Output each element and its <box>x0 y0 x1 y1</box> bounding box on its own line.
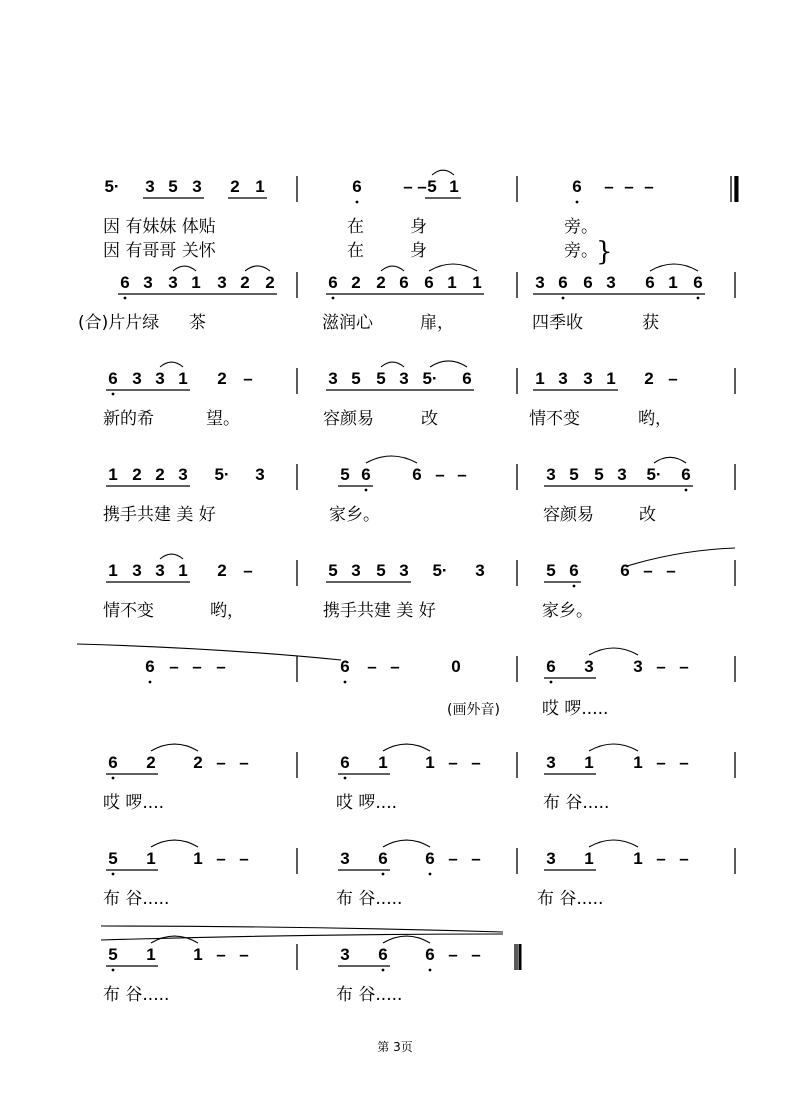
note: 6 <box>424 273 434 292</box>
note: – <box>216 945 226 964</box>
octave-dot <box>573 585 576 588</box>
note: 5 <box>351 369 361 388</box>
lyric-word: 四季收 <box>532 313 583 333</box>
lyric-word: 身 <box>410 241 427 261</box>
slur <box>381 362 404 367</box>
note: 6 <box>108 369 118 388</box>
note: 6 <box>378 945 388 964</box>
lyric-word: 改 <box>639 505 656 525</box>
lyric-word: 滋润心 <box>322 313 373 333</box>
note: 2 <box>240 273 250 292</box>
note: 6 <box>378 849 388 868</box>
note: 1 <box>178 561 188 580</box>
note: 1 <box>472 273 482 292</box>
note: – <box>243 369 253 388</box>
note: – <box>656 753 666 772</box>
note: – <box>243 561 253 580</box>
note: 3 <box>546 849 556 868</box>
note: 6 <box>425 849 435 868</box>
octave-dot <box>562 297 565 300</box>
octave-dot <box>112 393 115 396</box>
note: 6 <box>108 753 118 772</box>
note: 3 <box>558 369 568 388</box>
lyric-word: 布 谷..... <box>336 985 403 1005</box>
octave-dot <box>332 297 335 300</box>
note: 5 <box>108 849 118 868</box>
note: 5· <box>214 465 230 484</box>
slur <box>654 457 686 463</box>
lyric-word: 在 <box>347 217 364 237</box>
note: 3 <box>340 945 350 964</box>
note: – <box>239 945 249 964</box>
lyric-word: (合)片片绿 <box>78 313 160 333</box>
slur <box>429 264 477 271</box>
note: 1 <box>668 273 678 292</box>
tie-line <box>77 644 341 660</box>
note: – <box>216 657 226 676</box>
note: – <box>448 753 458 772</box>
note: 5· <box>104 177 120 196</box>
note: 3 <box>192 177 202 196</box>
lyric-word: (画外音) <box>447 702 500 718</box>
note: 6 <box>399 273 409 292</box>
note: 5· <box>432 561 448 580</box>
note: 5 <box>376 369 386 388</box>
note: 1 <box>425 753 435 772</box>
lyric-word: 茶 <box>189 313 206 333</box>
lyric-word: 身 <box>410 217 427 237</box>
lyric-word: 获 <box>642 313 659 333</box>
note: 6 <box>572 177 582 196</box>
lyric-word: 旁。 <box>564 241 598 261</box>
note: 6 <box>120 273 130 292</box>
note: 2 <box>146 753 156 772</box>
note: – <box>679 849 689 868</box>
note: 3 <box>155 369 165 388</box>
note: 1 <box>193 849 203 868</box>
tie-line <box>101 934 503 940</box>
note: – <box>403 177 413 196</box>
slur <box>383 840 430 847</box>
lyric-word: 家乡。 <box>542 601 593 621</box>
note: 3 <box>606 273 616 292</box>
note: 2 <box>265 273 275 292</box>
note: – <box>668 369 678 388</box>
note: 6 <box>340 657 350 676</box>
slur <box>366 456 417 463</box>
note: 5 <box>168 177 178 196</box>
note: 1 <box>633 849 643 868</box>
note: 6 <box>645 273 655 292</box>
octave-dot <box>382 873 385 876</box>
note: 1 <box>193 945 203 964</box>
slur <box>650 264 698 271</box>
note: 1 <box>191 273 201 292</box>
lyric-word: 在 <box>347 241 364 261</box>
note: 1 <box>146 945 156 964</box>
note: – <box>216 849 226 868</box>
note: 6 <box>620 561 630 580</box>
octave-dot <box>344 777 347 780</box>
note: 3 <box>617 465 627 484</box>
note: 3 <box>546 465 556 484</box>
note: 6 <box>462 369 472 388</box>
note: 5 <box>340 465 350 484</box>
note: 3 <box>399 561 409 580</box>
note: 5 <box>427 177 437 196</box>
lyric-word: 旁。 <box>564 217 598 237</box>
note: 5 <box>594 465 604 484</box>
note: 2 <box>217 561 227 580</box>
note: 1 <box>449 177 459 196</box>
note: – <box>169 657 179 676</box>
note: 1 <box>108 465 118 484</box>
note: 3 <box>546 753 556 772</box>
note: 2 <box>230 177 240 196</box>
note: – <box>390 657 400 676</box>
note: 6 <box>352 177 362 196</box>
slur <box>589 744 638 751</box>
note: 3 <box>633 657 643 676</box>
note: – <box>367 657 377 676</box>
note: 3 <box>155 561 165 580</box>
note: – <box>448 849 458 868</box>
note: 6 <box>328 273 338 292</box>
lyric-word: 扉， <box>420 313 454 333</box>
lyric-word: 因 有哥哥 关怀 <box>103 241 216 261</box>
lyric-word: 改 <box>421 409 438 429</box>
note: 1 <box>535 369 545 388</box>
lyric-word: 新的希 <box>103 409 154 429</box>
octave-dot <box>365 489 368 492</box>
note: – <box>192 657 202 676</box>
lyric-word: 布 谷..... <box>543 793 610 813</box>
note: – <box>448 945 458 964</box>
note: 2 <box>155 465 165 484</box>
note: 3 <box>351 561 361 580</box>
slur <box>432 170 454 175</box>
note: 5· <box>646 465 662 484</box>
note: 1 <box>606 369 616 388</box>
lyric-word: 容颜易 <box>543 505 594 525</box>
note: – <box>239 849 249 868</box>
note: 6 <box>361 465 371 484</box>
note: 6 <box>145 657 155 676</box>
lyric-word: 哟， <box>638 409 672 429</box>
note: 6 <box>425 945 435 964</box>
slur <box>245 266 270 271</box>
slur <box>589 840 638 847</box>
lyric-word: 哎 啰.... <box>336 793 398 813</box>
octave-dot <box>697 297 700 300</box>
note: 6 <box>558 273 568 292</box>
lyric-word: 哟， <box>210 601 244 621</box>
lyric-word: 布 谷..... <box>537 889 604 909</box>
note: 1 <box>584 849 594 868</box>
lyric-word: 携手共建 美 好 <box>103 505 216 525</box>
slur <box>430 361 467 367</box>
note: – <box>624 177 634 196</box>
page-number: 第 3页 <box>377 1040 413 1054</box>
note: 3 <box>217 273 227 292</box>
octave-dot <box>382 969 385 972</box>
note: 2 <box>132 465 142 484</box>
note: 2 <box>193 753 203 772</box>
note: – <box>471 945 481 964</box>
note: – <box>239 753 249 772</box>
lyric-word: 布 谷..... <box>336 889 403 909</box>
note: – <box>656 849 666 868</box>
slur <box>383 744 430 751</box>
slur <box>381 266 404 271</box>
lyric-word: 容颜易 <box>323 409 374 429</box>
lyric-word: 望。 <box>206 409 240 429</box>
lyric-word: 情不变 <box>103 601 154 621</box>
lyric-word: 携手共建 美 好 <box>323 601 436 621</box>
note: 0 <box>451 657 461 676</box>
note: – <box>656 657 666 676</box>
note: 5 <box>376 561 386 580</box>
note: 3 <box>255 465 265 484</box>
verse-brace: } <box>596 237 613 267</box>
note: 6 <box>412 465 422 484</box>
note: 3 <box>132 369 142 388</box>
page-footer <box>0 1038 790 1055</box>
slur <box>160 362 183 367</box>
note: 5 <box>328 561 338 580</box>
octave-dot <box>112 969 115 972</box>
note: 6 <box>569 561 579 580</box>
note: 3 <box>535 273 545 292</box>
note: 1 <box>378 753 388 772</box>
note: 6 <box>583 273 593 292</box>
octave-dot <box>112 873 115 876</box>
octave-dot <box>356 201 359 204</box>
note: – <box>417 177 427 196</box>
note: – <box>457 465 467 484</box>
note: – <box>216 753 226 772</box>
octave-dot <box>550 681 553 684</box>
note: 3 <box>340 849 350 868</box>
note: – <box>679 657 689 676</box>
note: 1 <box>633 753 643 772</box>
note: 6 <box>693 273 703 292</box>
note: 1 <box>178 369 188 388</box>
note: 1 <box>584 753 594 772</box>
note: 1 <box>447 273 457 292</box>
note: – <box>643 561 653 580</box>
note: 1 <box>108 561 118 580</box>
note: – <box>679 753 689 772</box>
octave-dot <box>344 681 347 684</box>
note: 3 <box>475 561 485 580</box>
note: 3 <box>399 369 409 388</box>
note: 6 <box>546 657 556 676</box>
octave-dot <box>685 489 688 492</box>
note: – <box>666 561 676 580</box>
note: 2 <box>376 273 386 292</box>
lyric-word: 布 谷..... <box>103 889 170 909</box>
note: – <box>471 849 481 868</box>
note: 3 <box>584 657 594 676</box>
note: 3 <box>583 369 593 388</box>
note: 6 <box>681 465 691 484</box>
lyric-word: 哎 啰.... <box>103 793 165 813</box>
note: 3 <box>132 561 142 580</box>
octave-dot <box>429 969 432 972</box>
tie-line <box>101 926 503 932</box>
slur <box>151 744 198 751</box>
octave-dot <box>576 201 579 204</box>
note: 3 <box>178 465 188 484</box>
note: 1 <box>146 849 156 868</box>
note: – <box>471 753 481 772</box>
slur <box>383 936 430 943</box>
note: 2 <box>351 273 361 292</box>
lyric-word: 情不变 <box>529 409 580 429</box>
note: 3 <box>328 369 338 388</box>
note: – <box>604 177 614 196</box>
note: 5 <box>108 945 118 964</box>
note: 2 <box>644 369 654 388</box>
note: 5 <box>546 561 556 580</box>
lyric-word: 家乡。 <box>329 505 380 525</box>
slur <box>173 266 196 271</box>
slur <box>589 648 638 655</box>
octave-dot <box>124 297 127 300</box>
note: – <box>435 465 445 484</box>
octave-dot <box>429 873 432 876</box>
note: 5 <box>569 465 579 484</box>
octave-dot <box>112 777 115 780</box>
note: 5· <box>422 369 438 388</box>
note: 3 <box>145 177 155 196</box>
lyric-word: 因 有妹妹 体贴 <box>103 217 216 237</box>
octave-dot <box>149 681 152 684</box>
note: 3 <box>168 273 178 292</box>
note: 2 <box>217 369 227 388</box>
lyric-word: 布 谷..... <box>103 985 170 1005</box>
lyric-word: 哎 啰..... <box>542 699 609 719</box>
note: – <box>644 177 654 196</box>
note: 3 <box>143 273 153 292</box>
slur <box>160 554 183 559</box>
slur <box>151 840 198 847</box>
note: 1 <box>255 177 265 196</box>
note: 6 <box>340 753 350 772</box>
